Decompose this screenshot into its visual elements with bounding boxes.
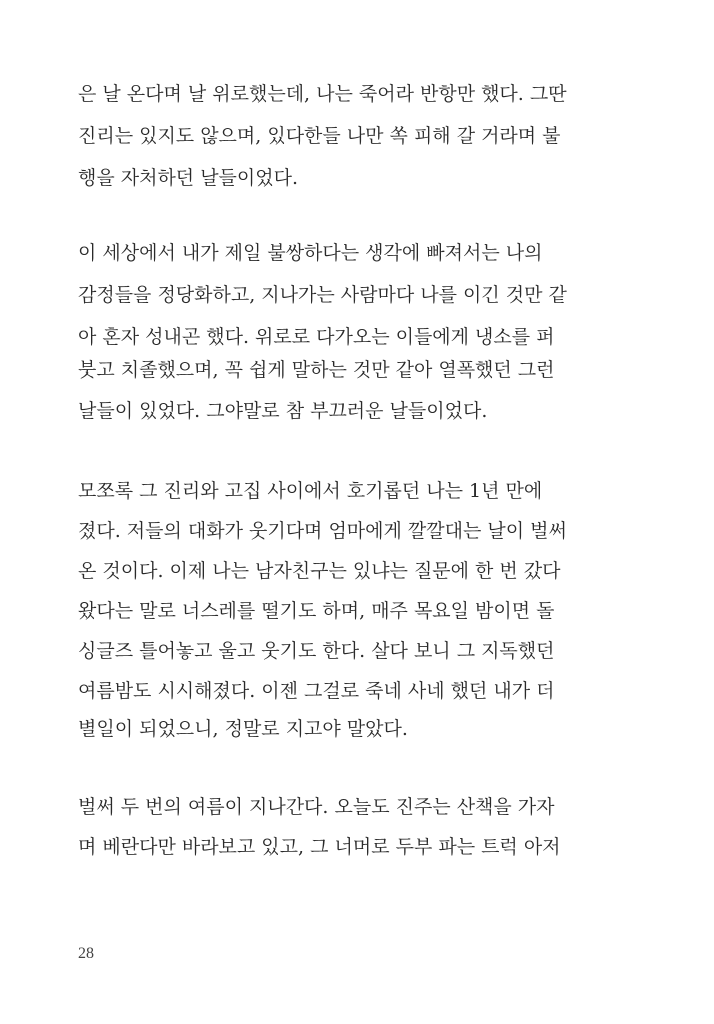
paragraph-3-line-1: 모쪼록 그 진리와 고집 사이에서 호기롭던 나는 1년 만에 [78, 480, 543, 502]
paragraph-3-line-6: 여름밤도 시시해졌다. 이젠 그걸로 죽네 사네 했던 내가 더 [78, 680, 555, 702]
paragraph-1-line-2: 진리는 있지도 않으며, 있다한들 나만 쏙 피해 갈 거라며 불 [78, 125, 561, 147]
paragraph-1-line-3: 행을 자처하던 날들이었다. [78, 167, 299, 189]
paragraph-2-line-5: 날들이 있었다. 그야말로 참 부끄러운 날들이었다. [78, 400, 488, 422]
paragraph-4-line-1: 벌써 두 번의 여름이 지나간다. 오늘도 진주는 산책을 가자 [78, 796, 555, 818]
paragraph-2-line-2: 감정들을 정당화하고, 지나가는 사람마다 나를 이긴 것만 같 [78, 284, 567, 306]
paragraph-3-line-3: 온 것이다. 이제 나는 남자친구는 있냐는 질문에 한 번 갔다 [78, 560, 561, 582]
paragraph-2-line-4: 붓고 치졸했으며, 꼭 쉽게 말하는 것만 같아 열폭했던 그런 [78, 359, 555, 381]
paragraph-3-line-2: 졌다. 저들의 대화가 웃기다며 엄마에게 깔깔대는 날이 벌써 [78, 520, 567, 542]
paragraph-3-line-7: 별일이 되었으니, 정말로 지고야 말았다. [78, 718, 408, 740]
paragraph-1-line-1: 은 날 온다며 날 위로했는데, 나는 죽어라 반항만 했다. 그딴 [78, 83, 567, 105]
paragraph-3-line-5: 싱글즈 틀어놓고 울고 웃기도 한다. 살다 보니 그 지독했던 [78, 640, 555, 662]
paragraph-3-line-4: 왔다는 말로 너스레를 떨기도 하며, 매주 목요일 밤이면 돌 [78, 600, 555, 622]
paragraph-2-line-3: 아 혼자 성내곤 했다. 위로로 다가오는 이들에게 냉소를 퍼 [78, 326, 555, 348]
paragraph-2-line-1: 이 세상에서 내가 제일 불쌍하다는 생각에 빠져서는 나의 [78, 242, 543, 264]
page-number: 28 [78, 945, 94, 962]
paragraph-4-line-2: 며 베란다만 바라보고 있고, 그 너머로 두부 파는 트럭 아저 [78, 836, 561, 858]
